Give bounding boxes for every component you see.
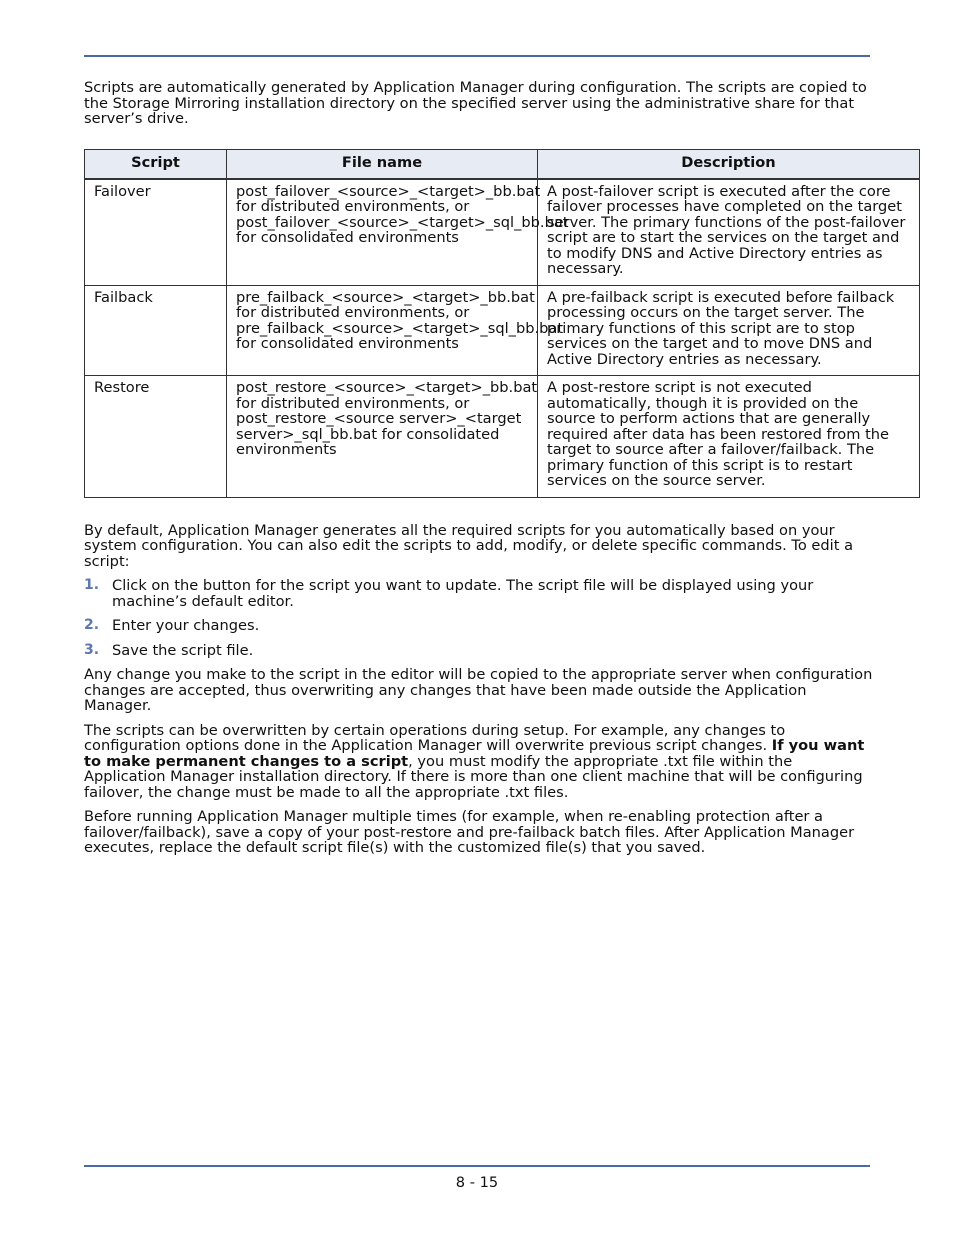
step-text: Save the script file. <box>112 641 254 659</box>
step-number: 2. <box>84 617 100 633</box>
intro-paragraph: Scripts are automatically generated by Application Manager during configuration. The scripts are copied to the Storage Mirroring installation directory on the specified server using the administrative share for that server’s drive. <box>84 79 867 127</box>
default-paragraph: By default, Application Manager generates all the required scripts for you automatically based on your system configuration. You can also edit the scripts to add, modify, or delete specific commands. To edit a script: <box>84 521 854 570</box>
page-number: 8 - 15 <box>455 1174 499 1191</box>
overwrite-text-after: , you must modify the appropriate .txt file within the Application Manager installation directory. If there is more than one client machine that will be configuring failover, the change must be made to all the appropriate .txt files. <box>84 752 863 801</box>
header-file-name: File name <box>227 149 538 179</box>
cell-description: A post-failover script is executed after the core failover processes have completed on the target server. The primary functions of the post-failover script are to start the services on the target and to modify DNS and Active Directory entries as necessary. <box>538 179 920 286</box>
list-item <box>84 618 874 634</box>
cell-description: A pre-failback script is executed before failback processing occurs on the target server. The primary functions of this script are to stop services on the target and to move DNS and Active Directory entries as necessary. <box>538 285 920 376</box>
list-item <box>84 578 874 609</box>
header-script: Script <box>85 149 227 179</box>
table-row <box>85 285 920 376</box>
overwrite-bold-text: If you want to make permanent changes to a script <box>84 737 865 770</box>
step-text: Enter your changes. <box>112 617 260 634</box>
before-running-paragraph: Before running Application Manager multiple times (for example, when re-enabling protection after a failover/failback), save a copy of your post-restore and pre-failback batch files. After Application Manager executes, replace the default script file(s) with the customized file(s) that you saved. <box>84 808 855 856</box>
cell-filename: post_failover_<source>_<target>_bb.bat for distributed environments, or post_failover_<source>_<target>_sql_bb.bat for consolidated environments <box>227 179 538 286</box>
footer-rule <box>84 1165 870 1167</box>
cell-script: Failover <box>85 179 227 286</box>
overwrite-paragraph <box>84 723 874 801</box>
overwrite-text-before: The scripts can be overwritten by certain operations during setup. For example, any changes to configuration options done in the Application Manager will overwrite previous script changes. <box>84 721 786 754</box>
step-number: 1. <box>84 577 100 593</box>
cell-description: A post-restore script is not executed automatically, though it is provided on the source to perform actions that are generally required after data has been restored from the target to source after a failover/failback. The primary function of this script is to restart services on the source server. <box>538 376 920 498</box>
page-content <box>84 79 906 865</box>
any-change-paragraph: Any change you make to the script in the editor will be copied to the appropriate server when configuration changes are accepted, thus overwriting any changes that have been made outside the Application Manager. <box>84 666 873 714</box>
table-header-row <box>85 149 920 179</box>
scripts-table <box>84 149 920 498</box>
step-number: 3. <box>84 641 100 658</box>
cell-filename: post_restore_<source>_<target>_bb.bat for distributed environments, or post_restore_<source server>_<target server>_sql_bb.bat for consolidated environments <box>227 376 538 498</box>
cell-filename: pre_failback_<source>_<target>_bb.bat for distributed environments, or pre_failback_<source>_<target>_sql_bb.bat for consolidated environments <box>227 285 538 376</box>
table-row <box>85 179 920 286</box>
cell-script: Restore <box>85 376 227 498</box>
table-row <box>85 376 920 498</box>
step-text: Click on the button for the script you want to update. The script file will be displayed using your machine’s default editor. <box>112 577 814 610</box>
list-item <box>84 643 874 659</box>
steps-list <box>84 578 874 658</box>
header-description: Description <box>538 149 920 179</box>
cell-script: Failback <box>85 285 227 376</box>
header-rule <box>84 55 870 57</box>
